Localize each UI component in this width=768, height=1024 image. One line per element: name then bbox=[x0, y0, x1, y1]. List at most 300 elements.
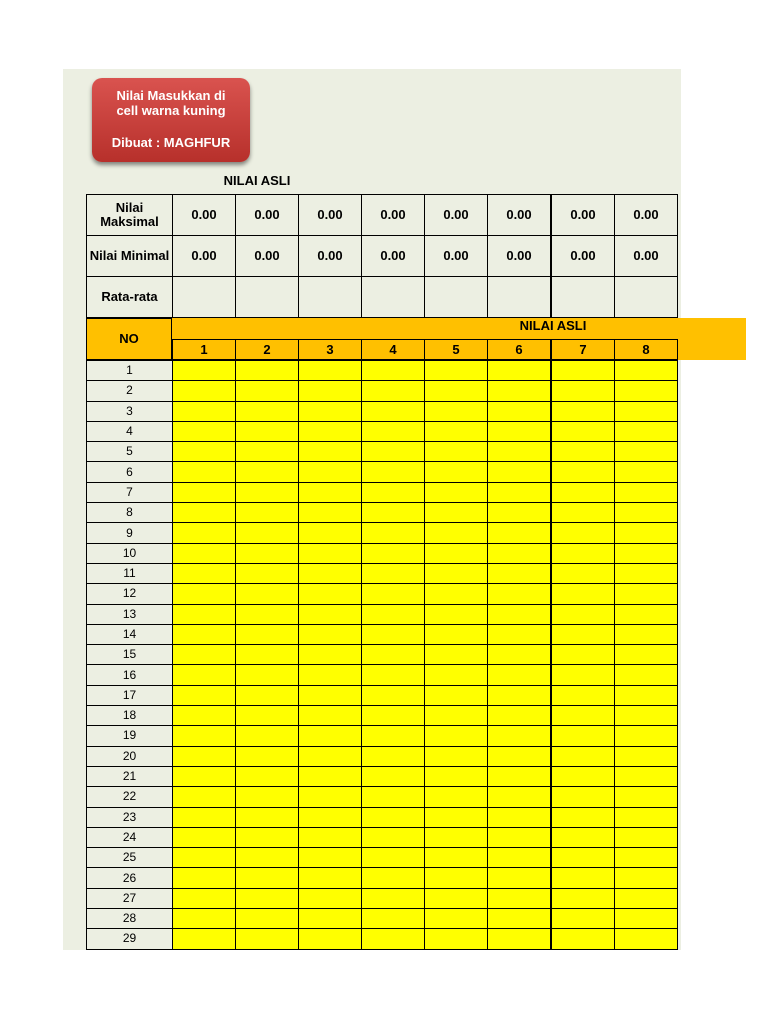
summary-cell[interactable] bbox=[236, 277, 299, 318]
summary-label: Nilai Minimal bbox=[87, 236, 173, 277]
input-cell[interactable] bbox=[551, 442, 615, 462]
input-cell[interactable] bbox=[551, 665, 615, 685]
table-row bbox=[87, 726, 678, 746]
input-cell[interactable] bbox=[173, 543, 236, 563]
summary-cell[interactable]: 0.00 bbox=[615, 195, 678, 236]
input-grid bbox=[86, 360, 678, 950]
input-cell[interactable] bbox=[615, 827, 678, 847]
input-cell[interactable] bbox=[362, 421, 425, 441]
input-cell[interactable] bbox=[488, 848, 552, 868]
input-cell[interactable] bbox=[488, 442, 552, 462]
input-cell[interactable] bbox=[299, 381, 362, 401]
input-cell[interactable] bbox=[615, 381, 678, 401]
row-number: 5 bbox=[87, 442, 173, 462]
input-cell[interactable] bbox=[488, 706, 552, 726]
input-cell[interactable] bbox=[173, 807, 236, 827]
input-cell[interactable] bbox=[551, 909, 615, 929]
summary-cell[interactable] bbox=[299, 277, 362, 318]
input-cell[interactable] bbox=[488, 543, 552, 563]
input-cell[interactable] bbox=[488, 381, 552, 401]
input-cell[interactable] bbox=[362, 645, 425, 665]
input-cell[interactable] bbox=[362, 888, 425, 908]
summary-cell[interactable]: 0.00 bbox=[488, 195, 552, 236]
input-cell[interactable] bbox=[362, 807, 425, 827]
input-cell[interactable] bbox=[173, 766, 236, 786]
input-cell[interactable] bbox=[488, 523, 552, 543]
input-cell[interactable] bbox=[615, 909, 678, 929]
input-cell[interactable] bbox=[488, 746, 552, 766]
summary-cell[interactable]: 0.00 bbox=[425, 195, 488, 236]
input-cell[interactable] bbox=[488, 827, 552, 847]
input-cell[interactable] bbox=[362, 523, 425, 543]
group-header: NILAI ASLI bbox=[519, 318, 587, 333]
summary-cell[interactable] bbox=[615, 277, 678, 318]
input-cell[interactable] bbox=[362, 726, 425, 746]
input-cell[interactable] bbox=[615, 665, 678, 685]
input-cell[interactable] bbox=[173, 746, 236, 766]
input-cell[interactable] bbox=[299, 442, 362, 462]
input-cell[interactable] bbox=[425, 462, 488, 482]
input-cell[interactable] bbox=[425, 746, 488, 766]
input-cell[interactable] bbox=[173, 462, 236, 482]
input-cell[interactable] bbox=[236, 482, 299, 502]
input-cell[interactable] bbox=[615, 584, 678, 604]
input-cell[interactable] bbox=[173, 563, 236, 583]
input-cell[interactable] bbox=[425, 361, 488, 381]
input-cell[interactable] bbox=[173, 726, 236, 746]
input-cell[interactable] bbox=[173, 361, 236, 381]
input-cell[interactable] bbox=[551, 807, 615, 827]
input-cell[interactable] bbox=[615, 726, 678, 746]
summary-label: Rata-rata bbox=[87, 277, 173, 318]
input-cell[interactable] bbox=[299, 929, 362, 949]
input-cell[interactable] bbox=[173, 503, 236, 523]
summary-cell[interactable]: 0.00 bbox=[299, 195, 362, 236]
summary-cell[interactable]: 0.00 bbox=[551, 236, 615, 277]
row-number: 8 bbox=[87, 503, 173, 523]
summary-cell[interactable]: 0.00 bbox=[425, 236, 488, 277]
input-cell[interactable] bbox=[362, 584, 425, 604]
table-row bbox=[87, 787, 678, 807]
input-cell[interactable] bbox=[488, 807, 552, 827]
input-cell[interactable] bbox=[236, 361, 299, 381]
input-cell[interactable] bbox=[173, 909, 236, 929]
input-cell[interactable] bbox=[425, 523, 488, 543]
input-cell[interactable] bbox=[425, 766, 488, 786]
input-cell[interactable] bbox=[173, 584, 236, 604]
input-cell[interactable] bbox=[299, 827, 362, 847]
input-cell[interactable] bbox=[425, 909, 488, 929]
input-cell[interactable] bbox=[362, 381, 425, 401]
row-number: 25 bbox=[87, 848, 173, 868]
column-headers bbox=[172, 339, 678, 360]
input-cell[interactable] bbox=[173, 848, 236, 868]
input-cell[interactable] bbox=[488, 645, 552, 665]
input-cell[interactable] bbox=[173, 604, 236, 624]
input-cell[interactable] bbox=[488, 482, 552, 502]
input-cell[interactable] bbox=[299, 726, 362, 746]
row-number: 28 bbox=[87, 909, 173, 929]
input-cell[interactable] bbox=[173, 523, 236, 543]
input-cell[interactable] bbox=[425, 563, 488, 583]
input-cell[interactable] bbox=[615, 361, 678, 381]
summary-cell[interactable]: 0.00 bbox=[173, 236, 236, 277]
column-header[interactable]: 5 bbox=[425, 340, 488, 360]
input-cell[interactable] bbox=[488, 584, 552, 604]
input-cell[interactable] bbox=[362, 706, 425, 726]
input-cell[interactable] bbox=[488, 665, 552, 685]
input-cell[interactable] bbox=[425, 929, 488, 949]
input-cell[interactable] bbox=[488, 462, 552, 482]
table-row bbox=[87, 442, 678, 462]
input-cell[interactable] bbox=[425, 848, 488, 868]
input-cell[interactable] bbox=[173, 888, 236, 908]
input-cell[interactable] bbox=[236, 381, 299, 401]
input-cell[interactable] bbox=[236, 645, 299, 665]
input-cell[interactable] bbox=[488, 503, 552, 523]
input-cell[interactable] bbox=[299, 604, 362, 624]
input-cell[interactable] bbox=[299, 584, 362, 604]
summary-cell[interactable]: 0.00 bbox=[488, 236, 552, 277]
input-cell[interactable] bbox=[173, 827, 236, 847]
table-row bbox=[87, 604, 678, 624]
summary-cell[interactable] bbox=[551, 277, 615, 318]
input-cell[interactable] bbox=[236, 787, 299, 807]
input-cell[interactable] bbox=[551, 543, 615, 563]
input-cell[interactable] bbox=[425, 442, 488, 462]
input-cell[interactable] bbox=[488, 401, 552, 421]
input-cell[interactable] bbox=[173, 645, 236, 665]
input-cell[interactable] bbox=[425, 482, 488, 502]
input-cell[interactable] bbox=[551, 462, 615, 482]
row-number: 23 bbox=[87, 807, 173, 827]
input-cell[interactable] bbox=[615, 523, 678, 543]
input-cell[interactable] bbox=[236, 584, 299, 604]
input-cell[interactable] bbox=[425, 685, 488, 705]
input-cell[interactable] bbox=[299, 401, 362, 421]
row-number: 22 bbox=[87, 787, 173, 807]
row-number: 14 bbox=[87, 624, 173, 644]
input-cell[interactable] bbox=[551, 584, 615, 604]
input-cell[interactable] bbox=[488, 563, 552, 583]
input-cell[interactable] bbox=[615, 462, 678, 482]
input-cell[interactable] bbox=[488, 868, 552, 888]
input-cell[interactable] bbox=[551, 401, 615, 421]
input-cell[interactable] bbox=[425, 645, 488, 665]
input-cell[interactable] bbox=[551, 563, 615, 583]
input-cell[interactable] bbox=[551, 381, 615, 401]
input-cell[interactable] bbox=[615, 503, 678, 523]
input-cell[interactable] bbox=[299, 665, 362, 685]
input-cell[interactable] bbox=[425, 726, 488, 746]
table-row bbox=[87, 563, 678, 583]
row-number: 6 bbox=[87, 462, 173, 482]
input-cell[interactable] bbox=[615, 442, 678, 462]
input-cell[interactable] bbox=[425, 421, 488, 441]
input-cell[interactable] bbox=[362, 827, 425, 847]
input-cell[interactable] bbox=[425, 888, 488, 908]
table-row bbox=[87, 706, 678, 726]
input-cell[interactable] bbox=[488, 766, 552, 786]
input-cell[interactable] bbox=[425, 604, 488, 624]
input-cell[interactable] bbox=[488, 726, 552, 746]
input-cell[interactable] bbox=[551, 766, 615, 786]
summary-cell[interactable]: 0.00 bbox=[551, 195, 615, 236]
input-cell[interactable] bbox=[488, 685, 552, 705]
input-cell[interactable] bbox=[299, 482, 362, 502]
input-cell[interactable] bbox=[299, 787, 362, 807]
input-cell[interactable] bbox=[173, 624, 236, 644]
input-cell[interactable] bbox=[551, 503, 615, 523]
summary-cell[interactable]: 0.00 bbox=[299, 236, 362, 277]
input-cell[interactable] bbox=[173, 381, 236, 401]
table-row bbox=[87, 766, 678, 786]
input-cell[interactable] bbox=[362, 624, 425, 644]
summary-cell[interactable] bbox=[425, 277, 488, 318]
row-number: 13 bbox=[87, 604, 173, 624]
input-cell[interactable] bbox=[615, 421, 678, 441]
input-cell[interactable] bbox=[488, 624, 552, 644]
summary-cell[interactable] bbox=[488, 277, 552, 318]
input-cell[interactable] bbox=[425, 543, 488, 563]
input-cell[interactable] bbox=[299, 421, 362, 441]
input-cell[interactable] bbox=[551, 645, 615, 665]
column-header[interactable]: 4 bbox=[362, 340, 425, 360]
input-cell[interactable] bbox=[488, 604, 552, 624]
input-cell[interactable] bbox=[299, 462, 362, 482]
input-cell[interactable] bbox=[425, 807, 488, 827]
input-cell[interactable] bbox=[362, 746, 425, 766]
input-cell[interactable] bbox=[236, 665, 299, 685]
input-cell[interactable] bbox=[615, 807, 678, 827]
column-header[interactable]: 7 bbox=[551, 340, 615, 360]
input-cell[interactable] bbox=[551, 787, 615, 807]
input-cell[interactable] bbox=[615, 868, 678, 888]
input-cell[interactable] bbox=[236, 543, 299, 563]
input-cell[interactable] bbox=[173, 665, 236, 685]
column-header[interactable]: 6 bbox=[488, 340, 552, 360]
input-cell[interactable] bbox=[173, 706, 236, 726]
summary-cell[interactable]: 0.00 bbox=[362, 195, 425, 236]
input-cell[interactable] bbox=[615, 929, 678, 949]
summary-cell[interactable] bbox=[362, 277, 425, 318]
input-cell[interactable] bbox=[362, 462, 425, 482]
input-cell[interactable] bbox=[615, 787, 678, 807]
input-cell[interactable] bbox=[299, 645, 362, 665]
input-cell[interactable] bbox=[615, 848, 678, 868]
input-cell[interactable] bbox=[615, 482, 678, 502]
input-cell[interactable] bbox=[299, 706, 362, 726]
summary-cell[interactable]: 0.00 bbox=[236, 236, 299, 277]
input-cell[interactable] bbox=[362, 401, 425, 421]
input-cell[interactable] bbox=[425, 381, 488, 401]
input-cell[interactable] bbox=[236, 462, 299, 482]
input-cell[interactable] bbox=[236, 442, 299, 462]
input-cell[interactable] bbox=[551, 421, 615, 441]
input-cell[interactable] bbox=[551, 361, 615, 381]
input-cell[interactable] bbox=[362, 604, 425, 624]
summary-cell[interactable]: 0.00 bbox=[236, 195, 299, 236]
input-cell[interactable] bbox=[615, 746, 678, 766]
input-cell[interactable] bbox=[362, 503, 425, 523]
input-cell[interactable] bbox=[425, 401, 488, 421]
input-cell[interactable] bbox=[299, 543, 362, 563]
input-cell[interactable] bbox=[173, 787, 236, 807]
input-cell[interactable] bbox=[488, 787, 552, 807]
input-cell[interactable] bbox=[362, 868, 425, 888]
summary-cell[interactable]: 0.00 bbox=[615, 236, 678, 277]
input-cell[interactable] bbox=[299, 848, 362, 868]
input-cell[interactable] bbox=[551, 827, 615, 847]
input-cell[interactable] bbox=[236, 563, 299, 583]
input-cell[interactable] bbox=[236, 624, 299, 644]
input-cell[interactable] bbox=[551, 888, 615, 908]
input-cell[interactable] bbox=[362, 766, 425, 786]
input-cell[interactable] bbox=[299, 361, 362, 381]
input-cell[interactable] bbox=[299, 909, 362, 929]
input-cell[interactable] bbox=[615, 888, 678, 908]
input-cell[interactable] bbox=[551, 523, 615, 543]
table-row bbox=[87, 482, 678, 502]
input-cell[interactable] bbox=[425, 868, 488, 888]
input-cell[interactable] bbox=[488, 888, 552, 908]
input-cell[interactable] bbox=[173, 929, 236, 949]
input-cell[interactable] bbox=[236, 746, 299, 766]
input-cell[interactable] bbox=[551, 848, 615, 868]
row-number: 24 bbox=[87, 827, 173, 847]
table-row bbox=[87, 401, 678, 421]
input-cell[interactable] bbox=[173, 482, 236, 502]
summary-cell[interactable]: 0.00 bbox=[362, 236, 425, 277]
input-cell[interactable] bbox=[551, 726, 615, 746]
table-row bbox=[87, 848, 678, 868]
input-cell[interactable] bbox=[236, 523, 299, 543]
input-cell[interactable] bbox=[173, 421, 236, 441]
input-cell[interactable] bbox=[362, 442, 425, 462]
row-number: 29 bbox=[87, 929, 173, 949]
input-cell[interactable] bbox=[362, 361, 425, 381]
input-cell[interactable] bbox=[236, 706, 299, 726]
input-cell[interactable] bbox=[236, 827, 299, 847]
input-cell[interactable] bbox=[236, 848, 299, 868]
table-row bbox=[87, 503, 678, 523]
row-number: 10 bbox=[87, 543, 173, 563]
table-row bbox=[87, 624, 678, 644]
column-header[interactable]: 8 bbox=[615, 340, 678, 360]
input-cell[interactable] bbox=[362, 665, 425, 685]
input-cell[interactable] bbox=[551, 624, 615, 644]
table-row bbox=[87, 421, 678, 441]
input-cell[interactable] bbox=[425, 503, 488, 523]
input-cell[interactable] bbox=[615, 624, 678, 644]
summary-cell[interactable] bbox=[173, 277, 236, 318]
input-cell[interactable] bbox=[299, 563, 362, 583]
input-cell[interactable] bbox=[615, 706, 678, 726]
input-cell[interactable] bbox=[615, 563, 678, 583]
column-header[interactable]: 3 bbox=[299, 340, 362, 360]
input-cell[interactable] bbox=[615, 401, 678, 421]
input-cell[interactable] bbox=[362, 787, 425, 807]
input-cell[interactable] bbox=[551, 929, 615, 949]
input-cell[interactable] bbox=[551, 706, 615, 726]
input-cell[interactable] bbox=[551, 685, 615, 705]
input-cell[interactable] bbox=[362, 482, 425, 502]
input-cell[interactable] bbox=[236, 604, 299, 624]
input-cell[interactable] bbox=[488, 909, 552, 929]
input-cell[interactable] bbox=[299, 685, 362, 705]
input-cell[interactable] bbox=[299, 888, 362, 908]
input-cell[interactable] bbox=[362, 909, 425, 929]
input-cell[interactable] bbox=[425, 665, 488, 685]
input-cell[interactable] bbox=[551, 746, 615, 766]
input-cell[interactable] bbox=[488, 929, 552, 949]
input-cell[interactable] bbox=[362, 563, 425, 583]
input-cell[interactable] bbox=[425, 624, 488, 644]
row-number: 1 bbox=[87, 361, 173, 381]
input-cell[interactable] bbox=[236, 726, 299, 746]
input-cell[interactable] bbox=[236, 503, 299, 523]
input-cell[interactable] bbox=[173, 685, 236, 705]
input-cell[interactable] bbox=[173, 868, 236, 888]
input-cell[interactable] bbox=[236, 766, 299, 786]
row-number: 2 bbox=[87, 381, 173, 401]
input-cell[interactable] bbox=[362, 685, 425, 705]
input-cell[interactable] bbox=[236, 401, 299, 421]
input-cell[interactable] bbox=[362, 848, 425, 868]
input-cell[interactable] bbox=[299, 807, 362, 827]
input-cell[interactable] bbox=[299, 624, 362, 644]
input-cell[interactable] bbox=[236, 888, 299, 908]
input-cell[interactable] bbox=[425, 827, 488, 847]
table-row bbox=[87, 685, 678, 705]
input-cell[interactable] bbox=[299, 523, 362, 543]
input-cell[interactable] bbox=[299, 503, 362, 523]
input-cell[interactable] bbox=[299, 868, 362, 888]
input-cell[interactable] bbox=[236, 909, 299, 929]
input-cell[interactable] bbox=[488, 421, 552, 441]
input-cell[interactable] bbox=[236, 421, 299, 441]
input-cell[interactable] bbox=[551, 604, 615, 624]
input-cell[interactable] bbox=[615, 604, 678, 624]
column-header[interactable]: 1 bbox=[173, 340, 236, 360]
row-number: 4 bbox=[87, 421, 173, 441]
input-cell[interactable] bbox=[299, 766, 362, 786]
input-cell[interactable] bbox=[615, 766, 678, 786]
input-cell[interactable] bbox=[425, 706, 488, 726]
input-cell[interactable] bbox=[551, 482, 615, 502]
input-cell[interactable] bbox=[615, 645, 678, 665]
input-cell[interactable] bbox=[299, 746, 362, 766]
row-number: 12 bbox=[87, 584, 173, 604]
column-header[interactable]: 2 bbox=[236, 340, 299, 360]
input-cell[interactable] bbox=[615, 543, 678, 563]
row-number: 15 bbox=[87, 645, 173, 665]
input-cell[interactable] bbox=[551, 868, 615, 888]
input-cell[interactable] bbox=[236, 685, 299, 705]
input-cell[interactable] bbox=[362, 929, 425, 949]
input-cell[interactable] bbox=[236, 929, 299, 949]
input-cell[interactable] bbox=[236, 807, 299, 827]
input-cell[interactable] bbox=[425, 584, 488, 604]
input-cell[interactable] bbox=[236, 868, 299, 888]
input-cell[interactable] bbox=[615, 685, 678, 705]
input-cell[interactable] bbox=[362, 543, 425, 563]
input-cell[interactable] bbox=[173, 401, 236, 421]
input-cell[interactable] bbox=[425, 787, 488, 807]
summary-cell[interactable]: 0.00 bbox=[173, 195, 236, 236]
input-cell[interactable] bbox=[173, 442, 236, 462]
input-cell[interactable] bbox=[488, 361, 552, 381]
